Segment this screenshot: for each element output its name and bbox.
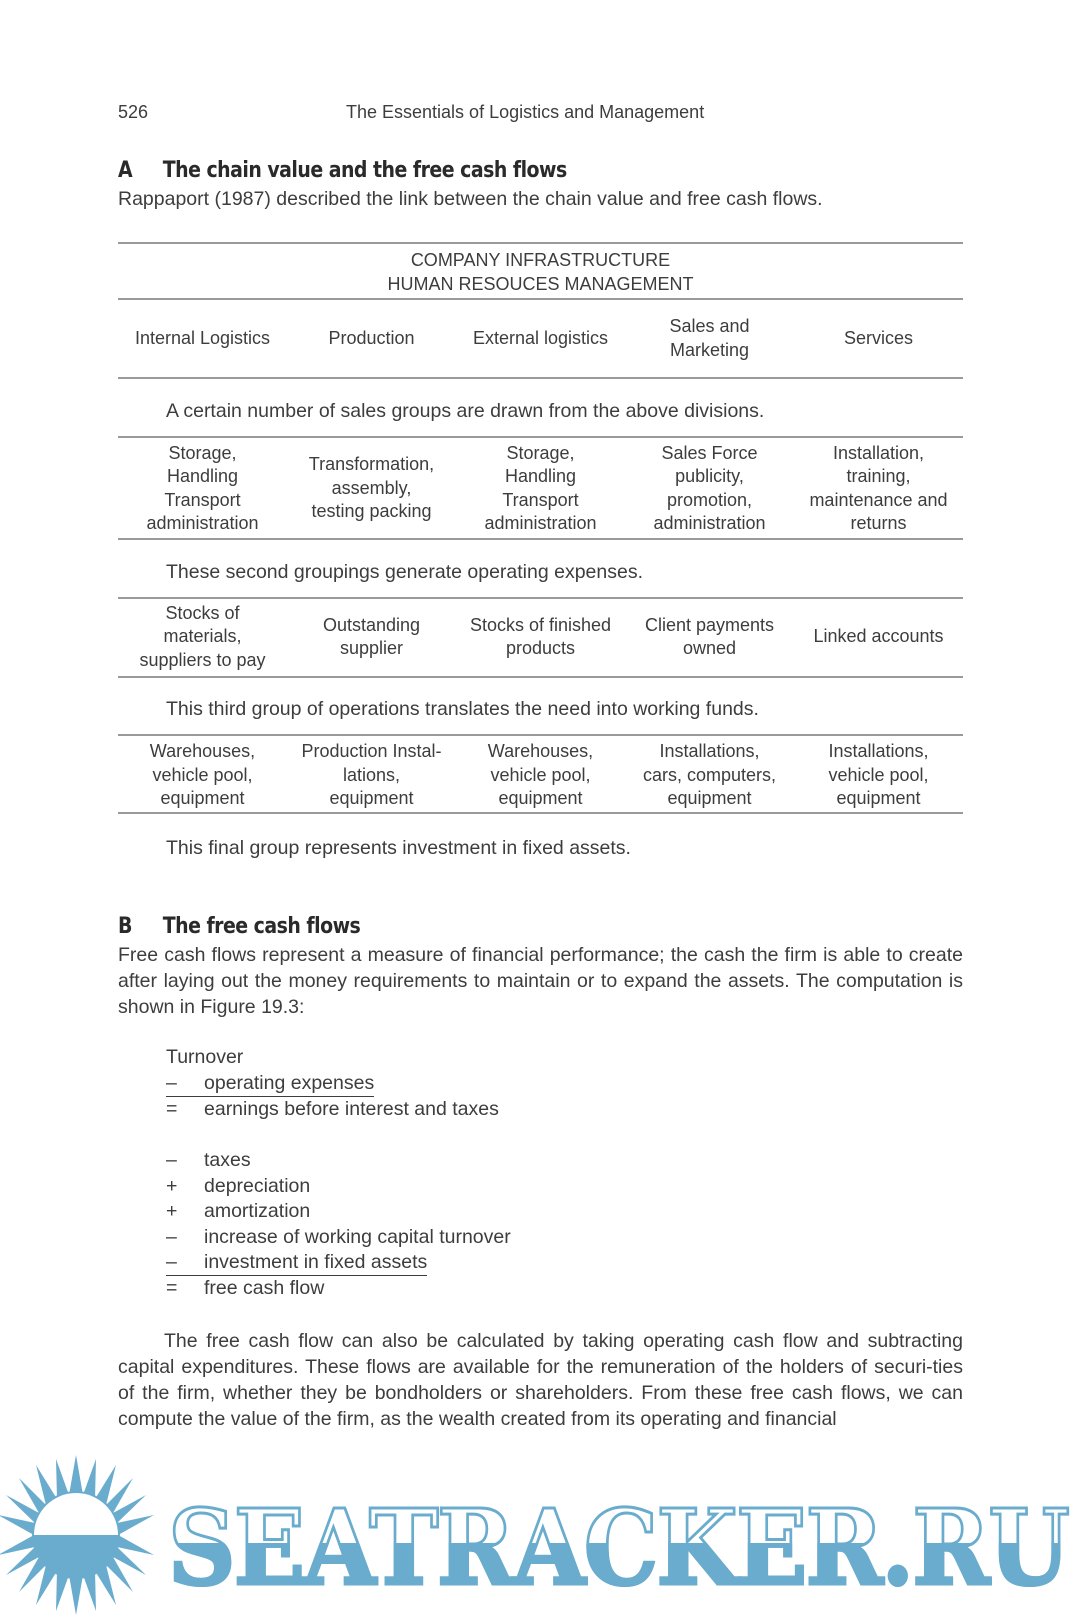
section-title: The free cash flows [162,914,361,939]
primary-activity: External logistics [472,327,609,348]
calc-term: depreciation [204,1175,311,1197]
table-rule [118,597,963,599]
primary-activity: Sales and Marketing [669,316,750,360]
calc-line [166,1200,310,1223]
primary-activities-row [118,300,963,377]
note-fixed-assets: This final group represents investment in fixed assets. [166,837,631,859]
fixed-asset-item: Production Instal-lations, equipment [301,741,442,808]
running-title: The Essentials of Logistics and Management [346,102,705,122]
section-b-intro: Free cash flows represent a measure of financial performance; the cash the firm is able to create after laying out the money requirements to maintain or to expand the assets. The computation is shown in Figure 19.3: [118,944,963,1018]
calc-operator: – [166,1072,177,1094]
primary-activity: Production [328,327,415,348]
working-fund-item: Stocks of finished products [469,614,612,658]
calc-operator: + [166,1200,178,1222]
primary-activity: Internal Logistics [134,327,271,348]
fixed-assets-row [118,740,963,810]
table-rule [118,676,963,678]
support-activity: HUMAN RESOUCES MANAGEMENT [387,274,694,294]
calc-term: investment in fixed assets [204,1251,428,1273]
table-rule [118,436,963,438]
section-b-closing: The free cash flow can also be calculated by taking operating cash flow and subtracting capital expenditures. These flows are available for the remuneration of the holders of securi-ties of the firm, whether they be bondholders or shareholders. From these free cash flows, we can compute the value of the firm, as the wealth created from its operating and financial [118,1330,963,1430]
note-sales-groups: A certain number of sales groups are drawn from the above divisions. [166,400,765,422]
working-fund-item: Outstanding supplier [322,614,421,658]
calc-line [166,1098,499,1121]
fixed-asset-item: Warehouses, vehicle pool, equipment [487,741,594,808]
calc-line [166,1072,374,1097]
sales-group: Storage, Handling Transport administration [146,442,259,533]
calc-operator: = [166,1277,178,1299]
primary-activity: Services [843,327,914,348]
table-rule [118,242,963,244]
working-funds-row [118,600,963,674]
section-a-intro: Rappaport (1987) described the link between the chain value and free cash flows. [118,188,823,210]
calc-start: Turnover [166,1046,244,1068]
calc-term: taxes [204,1149,251,1171]
section-a-heading [118,158,567,183]
table-rule [118,734,963,736]
watermark-text: SEATRACKER.RU [168,1486,1069,1609]
calc-operator: = [166,1098,178,1120]
calc-term: operating expenses [204,1072,375,1094]
calc-operator: – [166,1149,177,1171]
section-letter: A [118,158,133,183]
section-title: The chain value and the free cash flows [162,158,567,183]
calc-operator: – [166,1226,177,1248]
working-fund-item: Client payments owned [644,614,775,658]
section-letter: B [118,914,132,939]
note-operating-expenses: These second groupings generate operating expenses. [166,561,643,583]
fixed-asset-item: Installations, cars, computers, equipment [642,741,777,808]
calc-term: increase of working capital turnover [204,1226,511,1248]
calc-line [166,1149,251,1172]
working-fund-item: Stocks of materials, suppliers to pay [139,602,266,670]
calc-line [166,1251,427,1276]
sales-group: Sales Force publicity, promotion, administration [653,442,766,533]
table-rule [118,377,963,379]
calc-line [166,1226,511,1249]
calc-line [166,1175,310,1198]
calc-operator: – [166,1251,177,1273]
calc-term: earnings before interest and taxes [204,1098,499,1120]
page-number: 526 [118,102,149,122]
sales-group: Installation, training, maintenance and returns [809,442,948,533]
support-activities [118,248,963,296]
sales-group: Storage, Handling Transport administration [484,442,597,533]
table-rule [118,538,963,540]
sales-groups-row [118,441,963,536]
calc-term: free cash flow [204,1277,325,1299]
fixed-asset-item: Installations, vehicle pool, equipment [828,741,929,808]
calc-term: amortization [204,1200,311,1222]
table-rule [118,812,963,814]
calc-result [166,1277,324,1300]
note-working-funds: This third group of operations translates the need into working funds. [166,698,759,720]
calc-operator: + [166,1175,178,1197]
working-fund-item: Linked accounts [813,626,944,647]
fixed-asset-item: Warehouses, vehicle pool, equipment [149,741,256,808]
sales-group: Transformation, assembly, testing packing [308,454,435,522]
support-activity: COMPANY INFRASTRUCTURE [410,250,671,270]
section-b-heading [118,914,360,939]
